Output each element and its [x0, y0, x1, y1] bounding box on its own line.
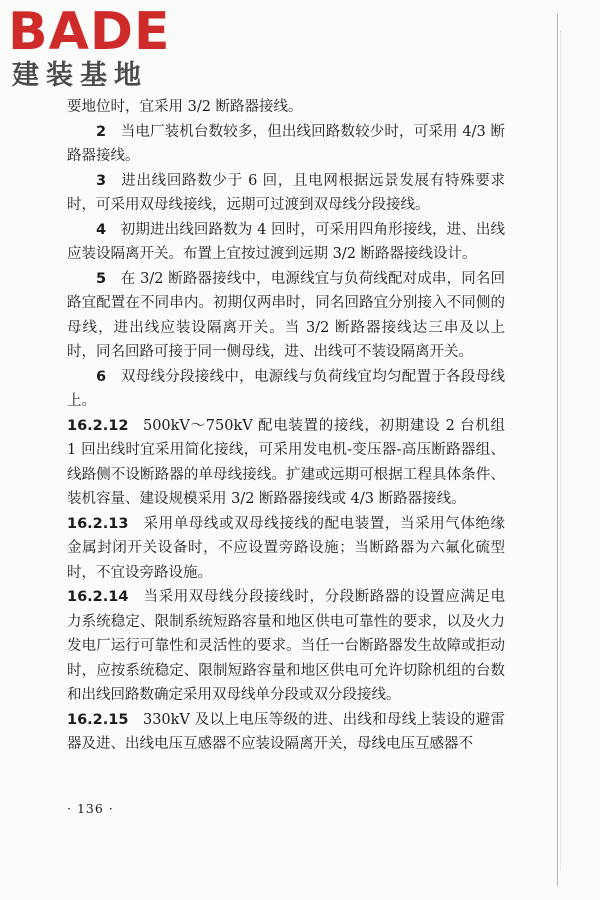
item-number: 2: [96, 123, 107, 140]
clause-text: 当采用双母线分段接线时，分段断路器的设置应满足电力系统稳定、限制系统短路容量和地区供电可靠性的要求，以及火力发电厂运行可靠性和灵活性的要求。当任一台断路器发生故障或拒动时，应按系统稳定、限制短路容量和地区供电可允许切除机组的台数和出线回路数确定采用双母线单分段或双分段接线。: [67, 589, 505, 703]
item-number: 6: [96, 368, 107, 385]
paragraph-text: 在 3/2 断路器接线中，电源线宜与负荷线配对成串，同名回路宜配置在不同串内。初期仅两串时，同名回路宜分别接入不同侧的母线，进出线应装设隔离开关。当 3/2 断路器接线达三串及以上时，同名回路可接于同一侧母线，进、出线可不装设隔离开关。: [67, 270, 505, 360]
clause-text: 500kV～750kV 配电装置的接线，初期建设 2 台机组 1 回出线时宜采用简化接线，可采用发电机-变压器-高压断路器组、线路侧不设断路器的单母线接线。扩建或远期可根据工程具体条件、装机容量、建设规模采用 3/2 断路器接线或 4/3 断路器接线。: [67, 417, 505, 507]
item-number: 5: [96, 270, 107, 287]
paragraph-text: 进出线回路数少于 6 回，且电网根据远景发展有特殊要求时，可采用双母线接线，远期可过渡到双母线分段接线。: [67, 172, 505, 213]
logo-brand-en: BADE: [8, 2, 171, 62]
numbered-paragraph: [67, 169, 505, 218]
logo-brand-cn: 建装基地: [12, 60, 148, 91]
clause: [67, 512, 505, 586]
item-number: 3: [96, 172, 107, 189]
document-body: [67, 95, 505, 757]
clause-text: 330kV 及以上电压等级的进、出线和母线上装设的避雷器及进、出线电压互感器不应装设隔离开关，母线电压互感器不: [67, 711, 505, 752]
page-edge-shadow: [560, 30, 561, 870]
clause-number: 16.2.12: [67, 417, 129, 434]
page-number: · 136 ·: [67, 801, 114, 816]
paragraph-continuation: [67, 95, 505, 120]
clause-number: 16.2.15: [67, 711, 129, 728]
paragraph-text: 初期进出线回路数为 4 回时，可采用四角形接线，进、出线应装设隔离开关。布置上宜按过渡到远期 3/2 断路器接线设计。: [67, 221, 505, 262]
clause: [67, 585, 505, 708]
clause-text: 采用单母线或双母线接线的配电装置，当采用气体绝缘金属封闭开关设备时，不应设置旁路设施；当断路器为六氟化硫型时，不宜设旁路设施。: [67, 515, 505, 581]
clause-number: 16.2.13: [67, 515, 129, 532]
paragraph-text: 双母线分段接线中，电源线与负荷线宜均匀配置于各段母线上。: [67, 368, 505, 409]
item-number: 4: [96, 221, 107, 238]
clause-number: 16.2.14: [67, 589, 129, 605]
clause: [67, 414, 505, 512]
bade-logo: [8, 4, 178, 96]
paragraph-text: 要地位时，宜采用 3/2 断路器接线。: [67, 99, 303, 115]
clause: [67, 708, 505, 757]
page-edge-line: [557, 14, 558, 886]
numbered-paragraph: [67, 218, 505, 267]
paragraph-text: 当电厂装机台数较多，但出线回路数较少时，可采用 4/3 断路器接线。: [67, 123, 505, 164]
numbered-paragraph: [67, 365, 505, 414]
numbered-paragraph: [67, 120, 505, 169]
numbered-paragraph: [67, 267, 505, 365]
